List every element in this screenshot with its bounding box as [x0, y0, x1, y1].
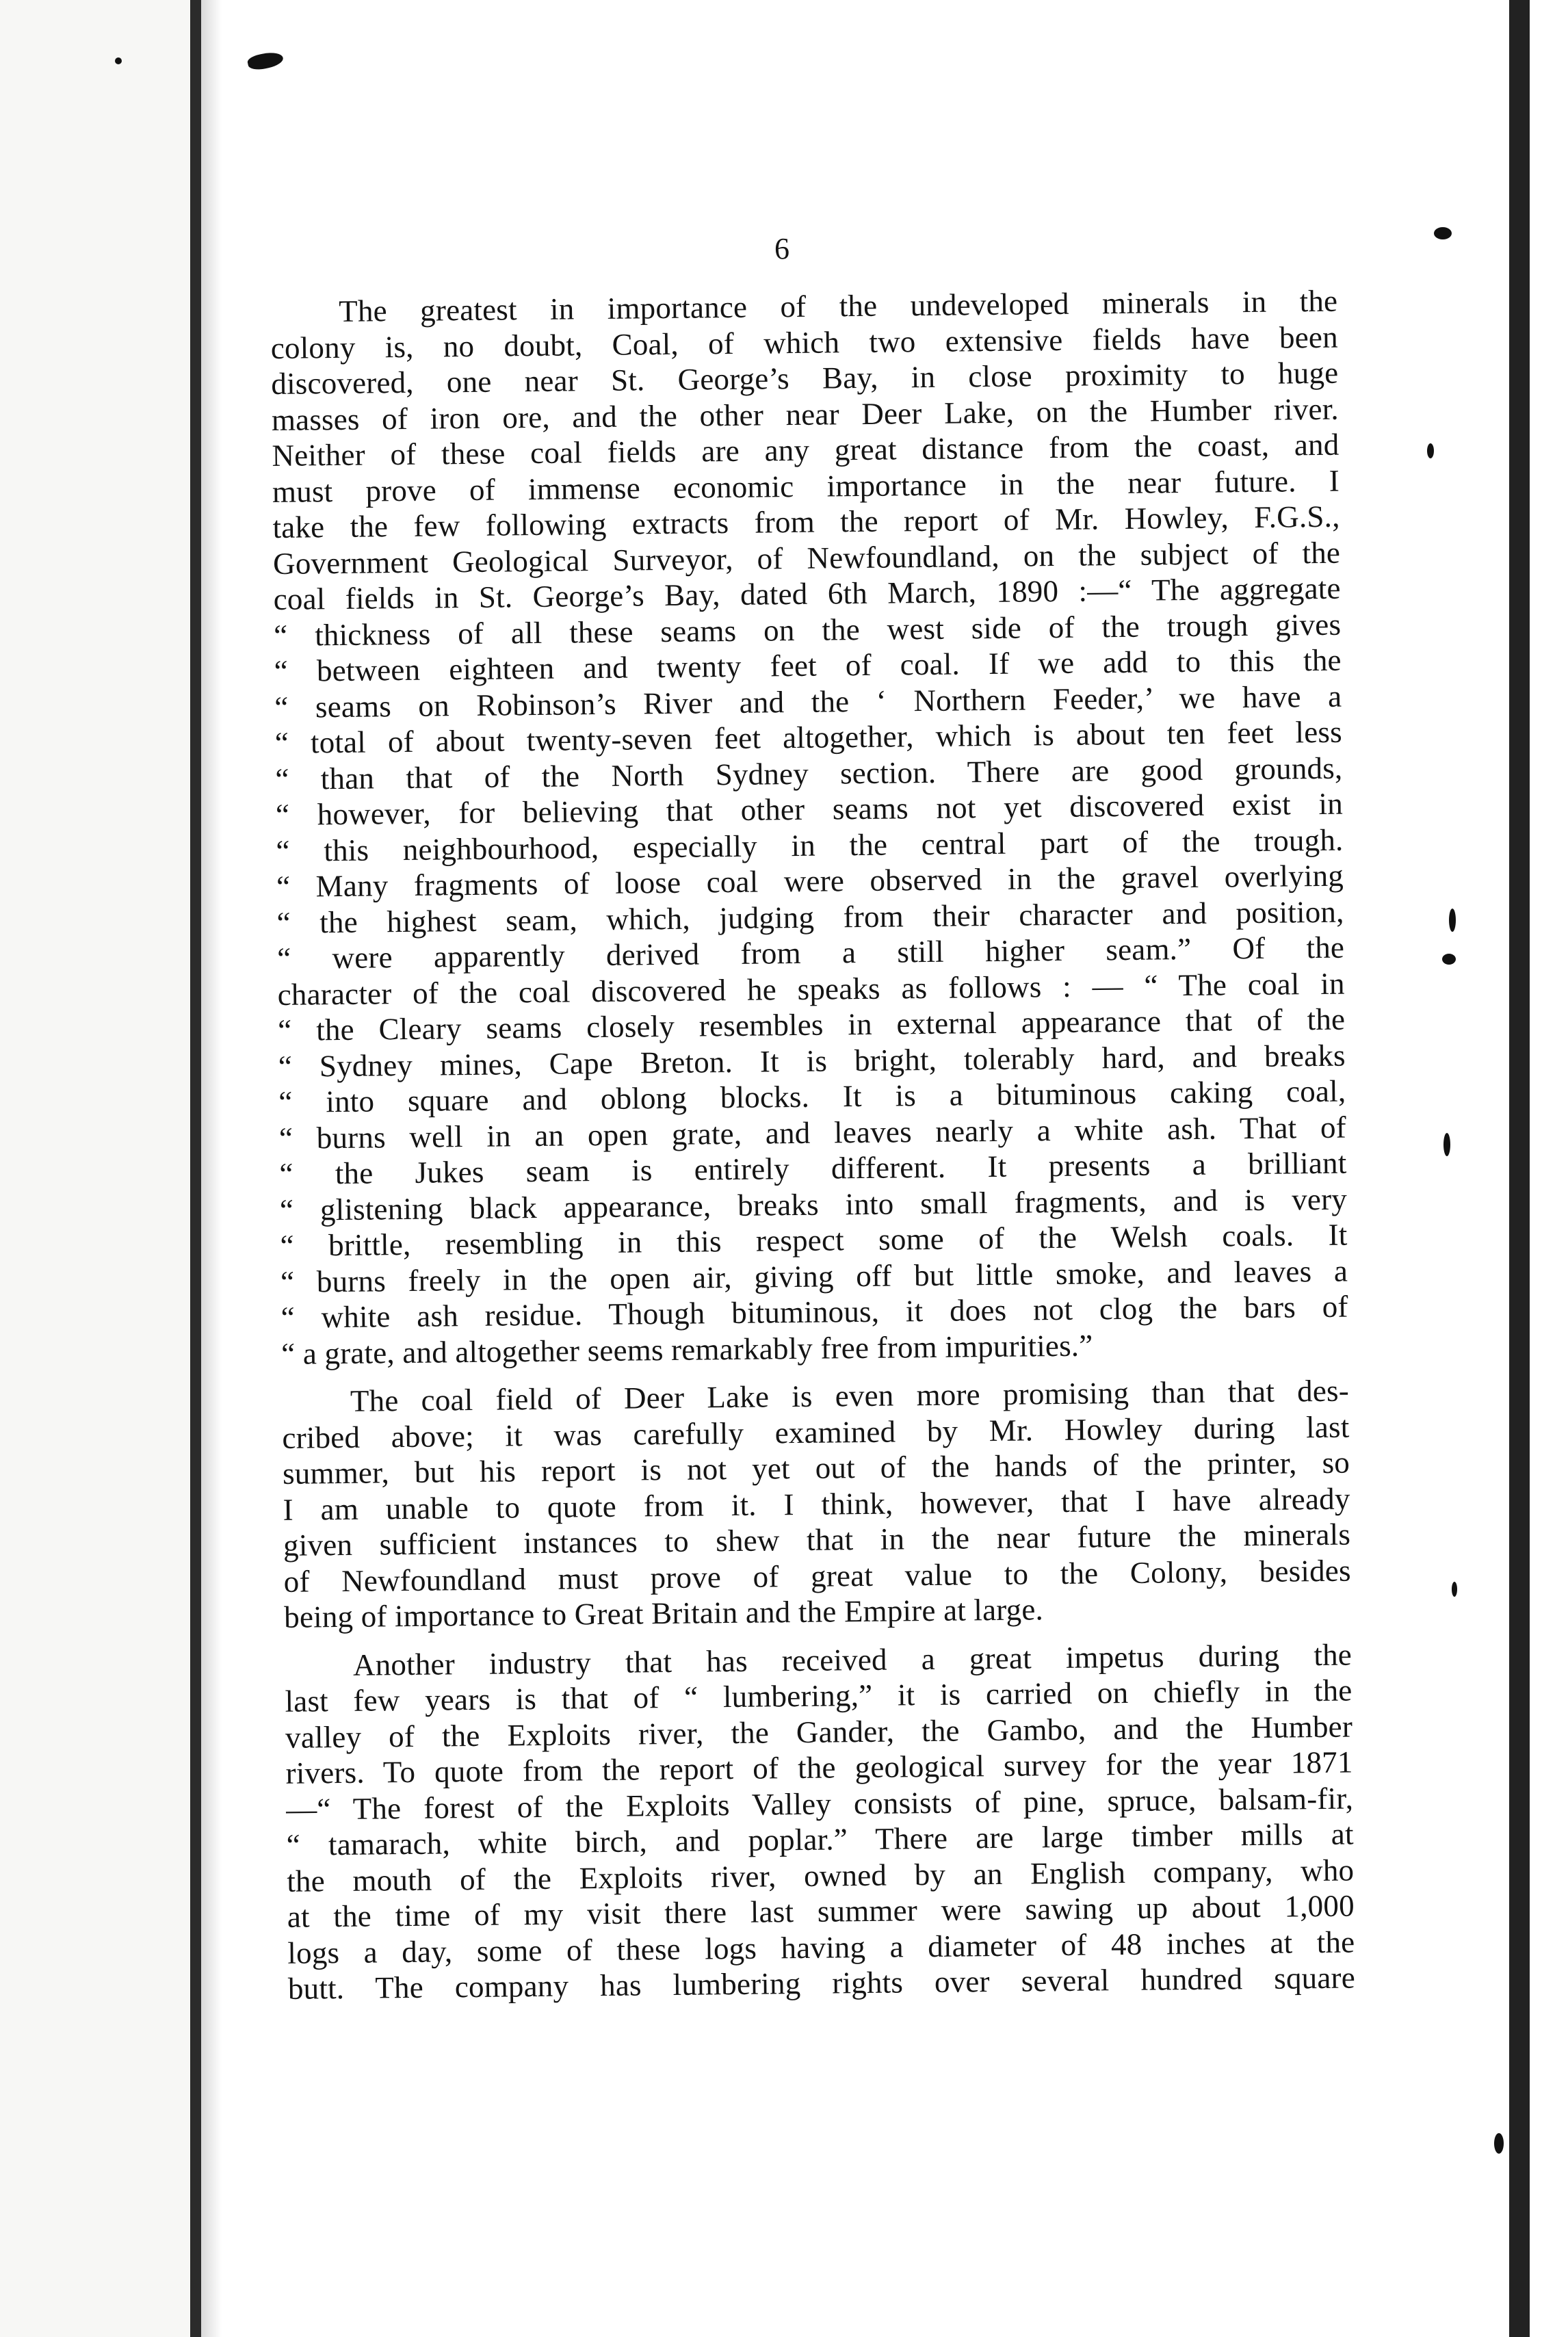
text-line: valley of the Exploits river, the Gander, the Gambo, and the Humber — [285, 1709, 1353, 1755]
text-line: butt. The company has lumbering rights over several hundred square — [287, 1960, 1356, 2006]
text-line: “ between eighteen and twenty feet of coal. If we add to this the — [274, 642, 1342, 688]
text-line: “ glistening black appearance, breaks into small fragments, and is very — [279, 1181, 1348, 1227]
text-line: logs a day, some of these logs having a diameter of 48 inches at the — [287, 1924, 1355, 1970]
text-line: “ burns freely in the open air, giving off but little smoke, and leaves a — [280, 1253, 1348, 1299]
body-text — [270, 283, 1355, 2020]
text-line: “ than that of the North Sydney section. There are good grounds, — [275, 750, 1343, 796]
text-line: “ the highest seam, which, judging from their character and position, — [276, 894, 1344, 940]
text-line: character of the coal discovered he speaks as follows : — “ The coal in — [277, 966, 1345, 1012]
paragraph-deer-lake — [282, 1373, 1352, 1636]
text-line: “ seams on Robinson’s River and the ‘ Northern Feeder,’ we have a — [274, 679, 1342, 724]
text-line: the mouth of the Exploits river, owned by an English company, who — [287, 1853, 1355, 1898]
paragraph-lumbering — [285, 1636, 1355, 2007]
text-line: “ the Jukes seam is entirely different. It presents a brilliant — [279, 1145, 1347, 1191]
text-line: “ burns well in an open grate, and leaves nearly a white ash. That of — [278, 1110, 1347, 1156]
text-line: “ into square and oblong blocks. It is a bituminous caking coal, — [278, 1073, 1346, 1119]
text-line: of Newfoundland must prove of great value to the Colony, besides — [283, 1553, 1351, 1599]
text-line: “ however, for believing that other seams not yet discovered exist in — [275, 786, 1344, 832]
paragraph-coal-fields — [270, 283, 1348, 1372]
text-line: masses of iron ore, and the other near Deer Lake, on the Humber river. — [271, 391, 1340, 437]
text-line: “ were apparently derived from a still higher seam.” Of the — [276, 930, 1345, 976]
text-line: must prove of immense economic importance in the near future. I — [272, 463, 1340, 509]
page-number: 6 — [774, 232, 789, 265]
text-line: Government Geological Surveyor, of Newfoundland, on the subject of the — [272, 535, 1341, 581]
text-line: “ tamarach, white birch, and poplar.” There are large timber mills at — [286, 1816, 1354, 1862]
text-line: summer, but his report is not yet out of the hands of the printer, so — [282, 1445, 1350, 1491]
text-line: discovered, one near St. George’s Bay, in close proximity to huge — [271, 355, 1339, 401]
facing-page-edge — [0, 0, 190, 2337]
text-line: “ total of about twenty-seven feet altogether, which is about ten feet less — [274, 714, 1343, 760]
text-line: colony is, no doubt, Coal, of which two extensive fields have been — [270, 319, 1338, 365]
text-line: “ white ash residue. Though bituminous, it does not clog the bars of — [280, 1289, 1348, 1335]
text-line: The greatest in importance of the undeveloped minerals in the — [339, 283, 1338, 328]
text-line: at the time of my visit there last summer were sawing up about 1,000 — [287, 1888, 1355, 1934]
gutter-shadow — [201, 0, 222, 2337]
text-line: “ Many fragments of loose coal were observed in the gravel overlying — [276, 858, 1344, 904]
text-line: last few years is that of “ lumbering,” it is carried on chiefly in the — [285, 1673, 1353, 1719]
text-line: Another industry that has received a great impetus during the — [352, 1637, 1353, 1682]
ink-speck — [115, 57, 122, 64]
text-line: being of importance to Great Britain and the Empire at large. — [283, 1592, 1044, 1634]
page-edge-shadow — [1509, 0, 1530, 2337]
text-line: “ a grate, and altogether seems remarkably free from impurities.” — [280, 1327, 1093, 1371]
text-line: “ brittle, resembling in this respect some of the Welsh coals. It — [280, 1217, 1348, 1263]
text-line: I am unable to quote from it. I think, however, that I have already — [283, 1481, 1350, 1527]
scan-margin — [1530, 0, 1568, 2337]
text-line: “ Sydney mines, Cape Breton. It is bright, tolerably hard, and breaks — [278, 1038, 1346, 1084]
text-line: The coal field of Deer Lake is even more promising than that des- — [350, 1373, 1350, 1418]
text-line: “ the Cleary seams closely resembles in external appearance that of the — [278, 1002, 1346, 1047]
text-line: “ this neighbourhood, especially in the central part of the trough. — [276, 822, 1344, 868]
text-line: rivers. To quote from the report of the geological survey for the year 1871 — [285, 1745, 1353, 1790]
text-line: coal fields in St. George’s Bay, dated 6th March, 1890 :—“ The aggregate — [273, 571, 1341, 616]
text-line: given sufficient instances to shew that in the near future the minerals — [283, 1517, 1351, 1563]
text-line: “ thickness of all these seams on the west side of the trough gives — [273, 607, 1342, 653]
text-line: cribed above; it was carefully examined by Mr. Howley during last — [282, 1409, 1350, 1455]
text-line: —“ The forest of the Exploits Valley consists of pine, spruce, balsam-fir, — [285, 1781, 1354, 1827]
text-line: Neither of these coal fields are any great distance from the coast, and — [272, 427, 1340, 473]
binding-gutter — [190, 0, 201, 2337]
text-line: take the few following extracts from the report of Mr. Howley, F.G.S., — [272, 499, 1340, 545]
